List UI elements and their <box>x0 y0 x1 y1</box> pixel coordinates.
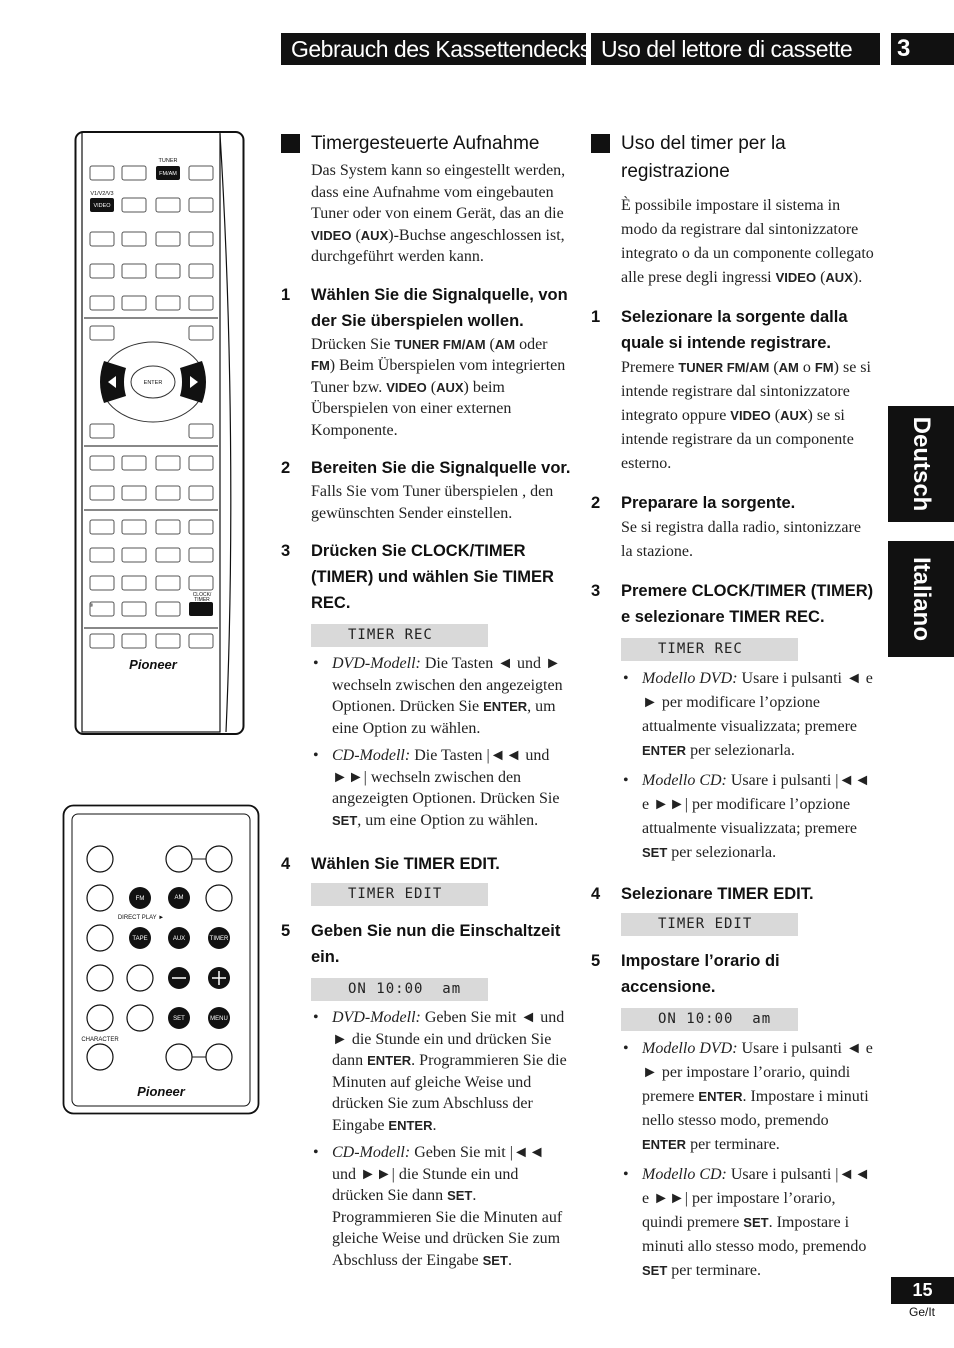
bullet-cd-de: • CD-Modell: Die Tasten |◄◄ und ►►| wechseln zwischen den angezeigten Optionen. Drücken Sie SET, um eine Option zu wählen. <box>313 747 560 829</box>
step-3-de: 3 Drücken Sie CLOCK/TIMER (TIMER) und wählen Sie TIMER REC. <box>281 542 554 612</box>
section-marker-icon <box>281 134 300 153</box>
bullet-cd-time-it: • Modello CD: Usare i pulsanti |◄◄ e ►►| per impostare l’orario, quindi premere SET. Impostare i minuti allo stesso modo, premendo SET per terminare. <box>623 1166 871 1279</box>
step-1-it: 1 Selezionare la sorgente dalla quale si intende registrare. <box>591 308 848 352</box>
step-5-it: 5 Impostare l’orario di accensione. <box>591 952 780 996</box>
display-timer-rec-it: TIMER REC <box>621 638 798 661</box>
language-code: Ge/It <box>908 1305 935 1319</box>
bullet-dvd-it: • Modello DVD: Usare i pulsanti ◄ e ► per modificare l’opzione attualmente visualizzata; premere ENTER per selezionarla. <box>623 670 873 759</box>
step-2-body-it: Se si registra dalla radio, sintonizzare la stazione. <box>621 519 861 560</box>
section-marker-icon <box>591 134 610 153</box>
german-column <box>281 130 571 1271</box>
bullet-dvd-de: • DVD-Modell: Die Tasten ◄ und ► wechseln zwischen den angezeigten Optionen. Drücken Sie ENTER, um eine Option zu wählen. <box>313 655 563 737</box>
header-title-it: Uso del lettore di cassette <box>591 33 880 65</box>
step-4-de: 4 Wählen Sie TIMER EDIT. <box>281 855 500 873</box>
remote-brand-logo: Pioneer <box>129 657 177 672</box>
display-on-time-it: ON 10:00 am <box>621 1008 798 1031</box>
intro-text-it: È possibile impostare il sistema in modo da registrare dal sintonizzatore integrato o da un componente collegato alle prese degli ingressi VIDEO (AUX). <box>621 197 874 286</box>
display-timer-edit-it: TIMER EDIT <box>621 913 798 936</box>
step-4-it: 4 Selezionare TIMER EDIT. <box>591 885 814 903</box>
step-3-it: 3 Premere CLOCK/TIMER (TIMER) e selezionare TIMER REC. <box>591 582 874 626</box>
section-title-de: Timergesteuerte Aufnahme <box>281 130 571 158</box>
remote-label-tape: TAPE <box>132 936 148 942</box>
remote-label-enter: ENTER <box>143 380 163 386</box>
remote-label-aux: AUX <box>172 936 186 942</box>
main-remote-illustration <box>74 128 246 738</box>
display-timer-edit-de: TIMER EDIT <box>311 883 488 906</box>
remote-label-direct-play: DIRECT PLAY ► <box>117 915 165 921</box>
remote-label-character: CHARACTER <box>81 1037 119 1043</box>
remote-label-video: VIDEO <box>93 203 111 209</box>
bullet-cd-it: • Modello CD: Usare i pulsanti |◄◄ e ►►| per modificare l’opzione attualmente visualizzata; premere SET per selezionarla. <box>623 772 871 861</box>
bullet-dvd-time-de: • DVD-Modell: Geben Sie mit ◄ und ► die Stunde ein und drücken Sie dann ENTER. Programmieren Sie die Minuten auf gleiche Weise und drücken Sie zum Abschluss der Eingabe ENTER. <box>313 1009 567 1134</box>
step-5-de: 5 Geben Sie nun die Einschaltzeit ein. <box>281 922 561 966</box>
display-on-time-de: ON 10:00 am <box>311 978 488 1001</box>
chapter-number: 3 <box>891 33 954 65</box>
compact-remote-illustration <box>62 804 260 1116</box>
remote-label-menu: MENU <box>210 1016 228 1022</box>
page-number: 15 <box>891 1277 954 1304</box>
remote-label-fm: FM <box>135 896 145 902</box>
step-1-body-it: Premere TUNER FM/AM (AM o FM) se si intende registrare dal sintonizzatore integrato oppure VIDEO (AUX) se si intende registrare da un componente esterno. <box>621 359 871 472</box>
step-1-body-de: Drücken Sie TUNER FM/AM (AM oder FM) Beim Überspielen vom integrierten Tuner bzw. VIDEO (AUX) beim Überspielen von einer externen Komponente. <box>311 335 566 439</box>
remote-small-brand-logo: Pioneer <box>137 1084 185 1099</box>
step-1-de: 1 Wählen Sie die Signalquelle, von der Sie überspielen wollen. <box>281 285 568 330</box>
step-2-it: 2 Preparare la sorgente. <box>591 494 796 512</box>
step-2-body-de: Falls Sie vom Tuner überspielen , den gewünschten Sender einstellen. <box>311 483 554 522</box>
italian-column <box>591 130 876 1283</box>
language-tab-italiano: Italiano <box>888 541 954 657</box>
remote-label-timer-small: TIMER <box>209 936 229 942</box>
bullet-dvd-time-it: • Modello DVD: Usare i pulsanti ◄ e ► per impostare l’orario, quindi premere ENTER. Impostare i minuti nello stesso modo, premendo ENTER per terminare. <box>623 1040 873 1153</box>
intro-text-de: Das System kann so eingestellt werden, dass eine Aufnahme vom eingebauten Tuner oder von einem Gerät, das an die VIDEO (AUX)-Buchse angeschlossen ist, durchgeführt werden kann. <box>311 162 566 265</box>
section-title-it: Uso del timer per la registrazione <box>591 130 876 186</box>
remote-label-set: SET <box>173 1016 185 1022</box>
remote-label-clock: CLOCK/ <box>192 592 212 598</box>
remote-label-v1v2v3: V1/V2/V3 <box>90 191 114 197</box>
step-2-de: 2 Bereiten Sie die Signalquelle vor. <box>281 459 571 477</box>
language-tab-deutsch: Deutsch <box>888 406 954 522</box>
display-timer-rec-de: TIMER REC <box>311 624 488 647</box>
header-title-de: Gebrauch des Kassettendecks <box>281 33 586 65</box>
remote-label-tuner: TUNER <box>158 158 178 164</box>
remote-label-am: AM <box>174 895 184 901</box>
remote-label-timer: TIMER <box>194 597 210 603</box>
remote-label-fm-am: FM/AM <box>159 171 177 177</box>
bullet-cd-time-de: • CD-Modell: Geben Sie mit |◄◄ und ►►| die Stunde ein und drücken Sie dann SET. Programmieren Sie die Minuten auf gleiche Weise und drücken Sie zum Abschluss der Eingabe SET. <box>313 1144 563 1269</box>
